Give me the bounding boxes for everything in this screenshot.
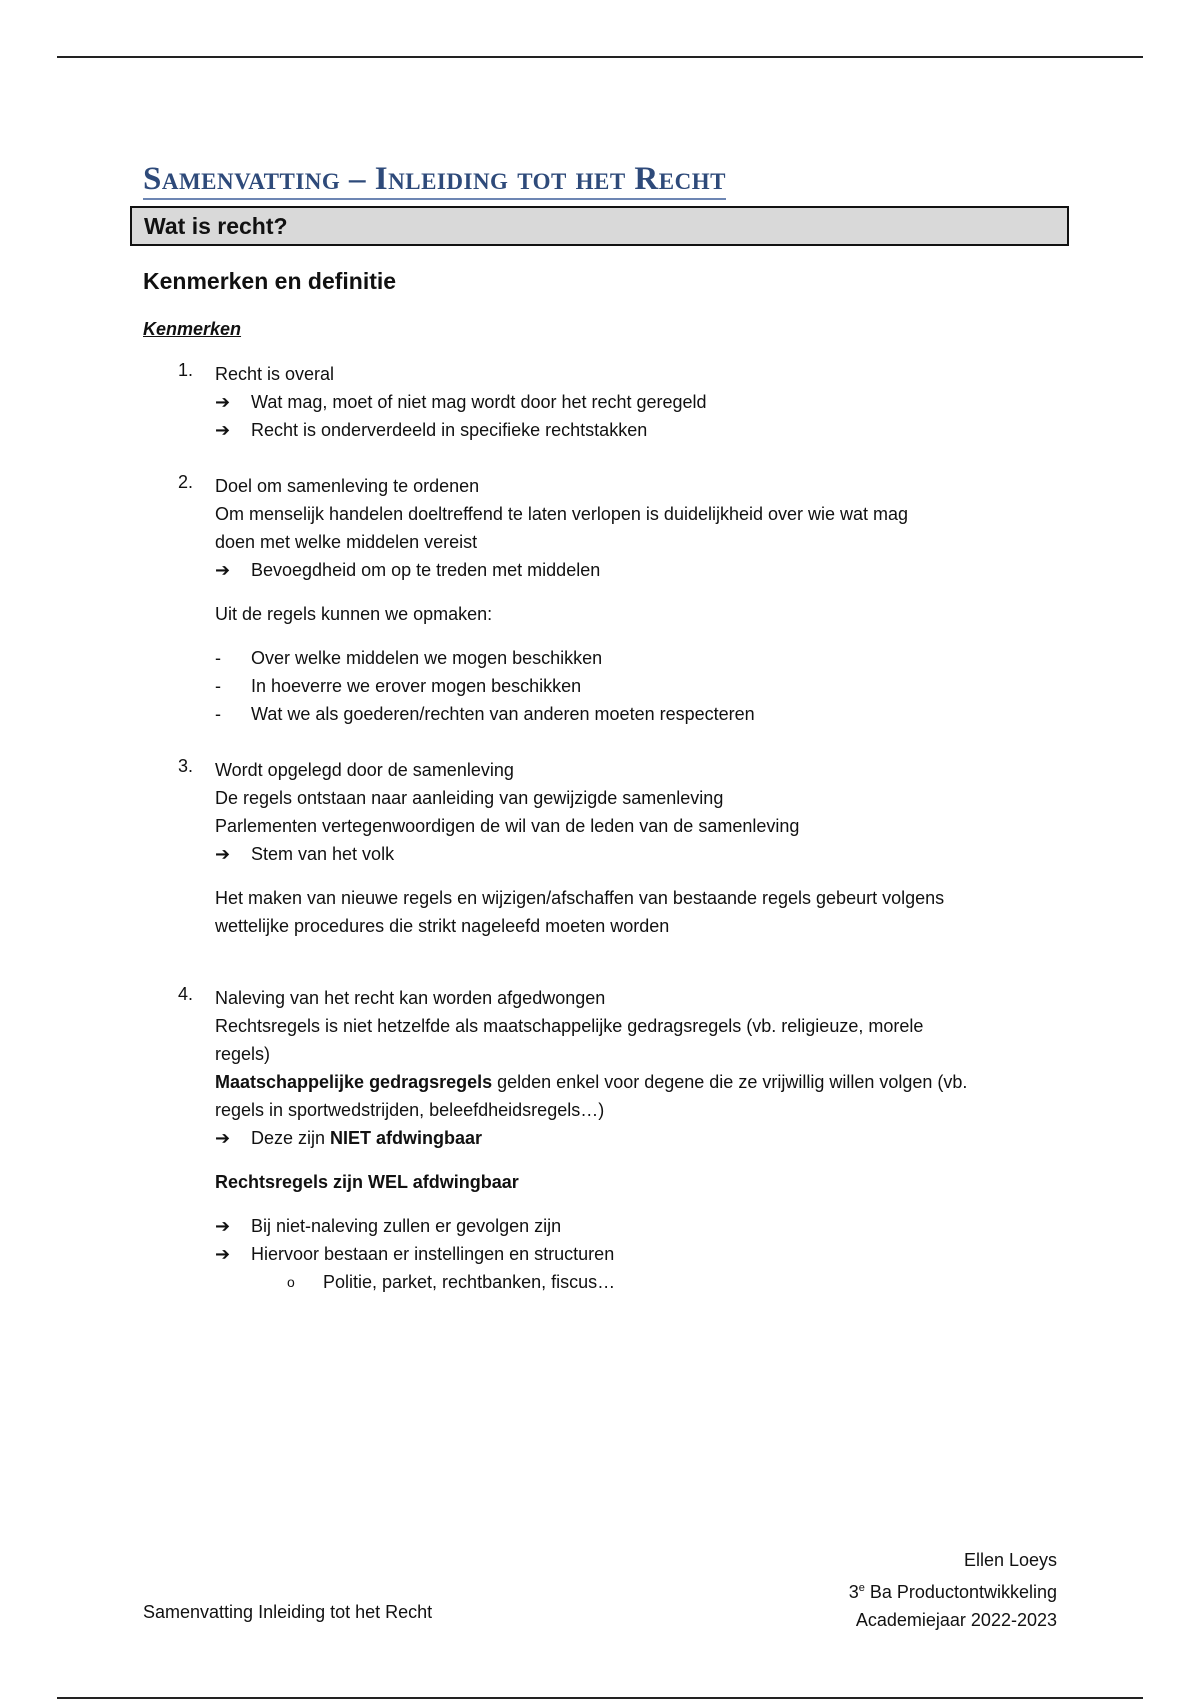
bold-term: Maatschappelijke gedragsregels [215,1072,493,1092]
body-text: regels in sportwedstrijden, beleefdheidsregels…) [215,1100,605,1120]
item-number: 3. [178,756,194,776]
circle-text: Politie, parket, rechtbanken, fiscus… [323,1272,616,1292]
body-text: Uit de regels kunnen we opmaken: [215,604,493,624]
dash-icon: - [215,648,221,668]
dash-text: Over welke middelen we mogen beschikken [251,648,603,668]
page-content [143,160,1058,1296]
arrow-text: Bevoegdheid om op te treden met middelen [251,560,601,580]
subsubheading: Kenmerken [143,319,242,339]
dash-item [215,700,1058,728]
arrow-text: Stem van het volk [251,844,395,864]
item-title: Doel om samenleving te ordenen [215,476,480,496]
item-title: Wordt opgelegd door de samenleving [215,760,514,780]
item-number: 2. [178,472,194,492]
header-rule [57,56,1143,58]
item-title: Naleving van het recht kan worden afgedwongen [215,988,606,1008]
circle-item [215,1268,1058,1296]
arrow-icon: ➔ [215,1128,231,1148]
arrow-icon: ➔ [215,1216,231,1236]
dash-icon: - [215,676,221,696]
arrow-line [215,1212,1058,1240]
arrow-icon: ➔ [215,844,231,864]
arrow-bold-text: NIET afdwingbaar [330,1128,483,1148]
program-number: 3 [848,1582,859,1602]
item-title: Recht is overal [215,364,335,384]
list-item-3 [143,756,1058,940]
footer-left: Samenvatting Inleiding tot het Recht [143,1602,433,1622]
arrow-icon: ➔ [215,420,231,440]
body-text: De regels ontstaan naar aanleiding van gewijzigde samenleving [215,788,724,808]
section-heading-box [130,206,1069,246]
section-heading: Wat is recht? [144,212,288,239]
arrow-icon: ➔ [215,560,231,580]
body-text: Om menselijk handelen doeltreffend te laten verlopen is duidelijkheid over wie wat mag [215,504,909,524]
body-text: Het maken van nieuwe regels en wijzigen/afschaffen van bestaande regels gebeurt volgens [215,888,945,908]
bold-paragraph: Rechtsregels zijn WEL afdwingbaar [215,1172,519,1192]
arrow-icon: ➔ [215,392,231,412]
dash-item [215,644,1058,672]
document-title: Samenvatting – Inleiding tot het Recht [143,160,726,200]
program-superscript: e [858,1582,865,1594]
dash-icon: - [215,704,221,724]
body-text: doen met welke middelen vereist [215,532,478,552]
footer-year: Academiejaar 2022-2023 [855,1610,1057,1630]
body-text: regels) [215,1044,271,1064]
arrow-line [215,1124,1058,1152]
arrow-text: Hiervoor bestaan er instellingen en structuren [251,1244,615,1264]
body-text [215,1068,1058,1096]
arrow-text: Deze zijn [251,1128,331,1148]
list-item-4 [143,984,1058,1296]
arrow-line [215,1240,1058,1268]
arrow-text: Bij niet-naleving zullen er gevolgen zijn [251,1216,562,1236]
footer-right [849,1546,1057,1634]
dash-text: Wat we als goederen/rechten van anderen moeten respecteren [251,704,755,724]
footer-rule [57,1697,1143,1699]
arrow-line [215,388,1058,416]
body-text-bold [215,1168,1058,1196]
arrow-text: Recht is onderverdeeld in specifieke rechtstakken [251,420,648,440]
arrow-icon: ➔ [215,1244,231,1264]
body-text: Parlementen vertegenwoordigen de wil van de leden van de samenleving [215,816,800,836]
body-text: Rechtsregels is niet hetzelfde als maatschappelijke gedragsregels (vb. religieuze, morele [215,1016,924,1036]
arrow-text: Wat mag, moet of niet mag wordt door het recht geregeld [251,392,707,412]
arrow-line [215,556,1058,584]
footer-author: Ellen Loeys [963,1550,1057,1570]
footer-program [849,1574,1057,1606]
arrow-line [215,416,1058,444]
subheading: Kenmerken en definitie [143,268,397,294]
body-text: wettelijke procedures die strikt nageleefd moeten worden [215,916,670,936]
kenmerken-list [143,360,1058,1296]
item-number: 4. [178,984,194,1004]
list-item-2 [143,472,1058,728]
item-number: 1. [178,360,194,380]
dash-text: In hoeverre we erover mogen beschikken [251,676,582,696]
body-text-rest: gelden enkel voor degene die ze vrijwillig willen volgen (vb. [492,1072,968,1092]
circle-bullet-icon: o [287,1274,295,1290]
arrow-line [215,840,1058,868]
dash-item [215,672,1058,700]
program-name: Ba Productontwikkeling [864,1582,1057,1602]
list-item-1 [143,360,1058,444]
